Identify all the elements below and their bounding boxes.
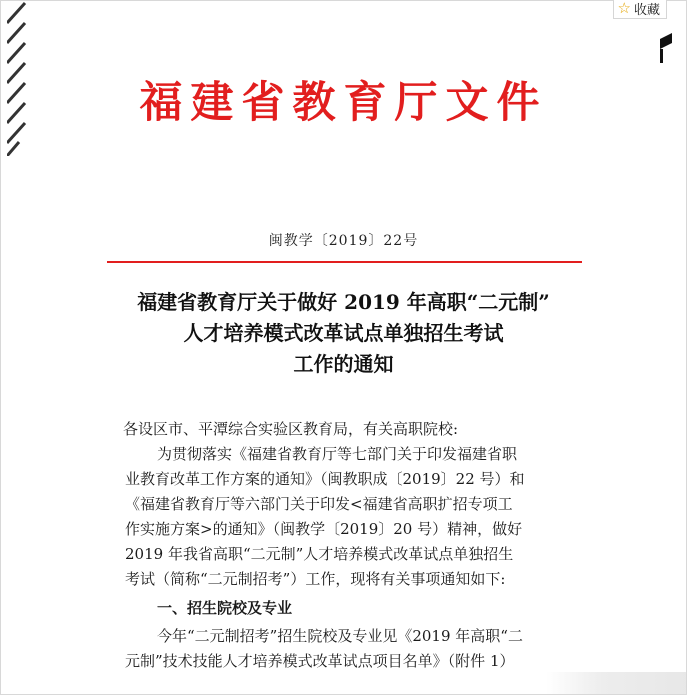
- notice-title-line-3: 工作的通知: [293, 352, 394, 376]
- paragraph-line: 业教育改革工作方案的通知》（闽教职成〔2019〕22 号）和: [125, 470, 525, 488]
- star-icon: ☆: [617, 0, 631, 17]
- paragraph-line: 作实施方案>的通知》（闽教学〔2019〕20 号）精神，做好: [125, 520, 523, 538]
- section-heading: 一、招生院校及专业: [157, 599, 293, 617]
- notice-title-line-1: 福建省教育厅关于做好 2019 年高职“二元制”: [137, 290, 550, 314]
- bookmark-label: 收藏: [633, 2, 660, 18]
- red-divider-line: [107, 261, 582, 263]
- corner-mark-icon: [658, 31, 674, 63]
- notice-title: [1, 287, 686, 380]
- bookmark-button[interactable]: [613, 0, 667, 19]
- document-body: [125, 417, 575, 674]
- paragraph-line: 元制”技术技能人才培养模式改革试点项目名单》（附件 1）: [125, 652, 515, 670]
- document-number: 闽教学〔2019〕22号: [268, 233, 419, 249]
- paragraph-line: 为贯彻落实《福建省教育厅等七部门关于印发福建省职: [157, 445, 518, 463]
- paragraph-line: 《福建省教育厅等六部门关于印发<福建省高职扩招专项工: [125, 495, 513, 513]
- document-header-title: 福建省教育厅文件: [139, 78, 548, 128]
- paragraph-line: 2019 年我省高职“二元制”人才培养模式改革试点单独招生: [125, 545, 514, 563]
- salutation: 各设区市、平潭综合实验区教育局，有关高职院校:: [123, 420, 459, 438]
- paragraph-line: 今年“二元制招考”招生院校及专业见《2019 年高职“二: [157, 627, 523, 645]
- paragraph-line: 考试（简称“二元制招考”）工作，现将有关事项通知如下:: [125, 570, 506, 588]
- notice-title-line-2: 人才培养模式改革试点单独招生考试: [183, 321, 504, 345]
- page-fade-overlay: [546, 672, 686, 694]
